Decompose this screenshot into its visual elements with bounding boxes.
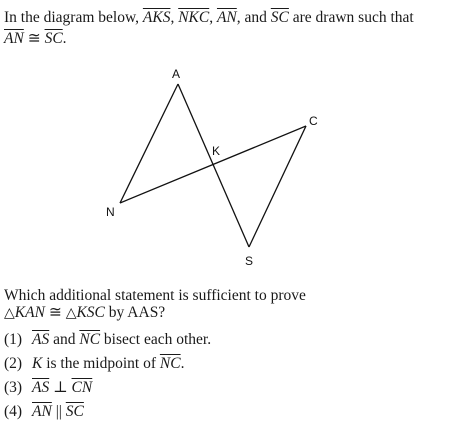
choice-number: (2) — [4, 355, 23, 372]
triangle-ksc: KSC — [76, 304, 105, 321]
choice-text: . — [180, 355, 185, 372]
question-line-2 — [4, 304, 165, 323]
choice-segment: $\overline{AN}$ — [32, 403, 52, 420]
question-by: by AAS? — [104, 304, 166, 321]
segment-nkc: $\overline{NKC}$ — [178, 9, 210, 26]
choice-segment: $\overline{AS}$ — [32, 379, 50, 396]
segment-line-sc — [249, 126, 306, 247]
choice-text: is the midpoint of — [42, 355, 160, 372]
segment-an-2: $\overline{AN}$ — [4, 30, 24, 47]
segment-an: $\overline{AN}$ — [216, 9, 237, 26]
label-c: C — [309, 114, 318, 128]
intro-period: . — [62, 30, 67, 47]
choice-4[interactable] — [4, 403, 84, 421]
choice-segment: $\overline{NC}$ — [159, 355, 181, 372]
intro-comma-2: , — [209, 9, 217, 26]
question-line-1 — [4, 287, 306, 305]
intro-and: , and — [236, 9, 271, 26]
choice-text: and — [49, 331, 80, 348]
segment-aks: $\overline{AKS}$ — [142, 9, 171, 26]
segment-line-an — [120, 84, 178, 203]
congruent-symbol: ≅ — [23, 30, 45, 47]
choice-number: (1) — [4, 331, 23, 348]
choice-text: bisect each other. — [100, 331, 212, 348]
choice-2[interactable] — [4, 355, 184, 373]
choice-variable: K — [32, 355, 43, 372]
triangle-symbol-2: △ — [65, 306, 77, 321]
question-text: Which additional statement is sufficient to prove — [4, 287, 306, 304]
question-congruent: ≅ — [44, 304, 66, 321]
intro-prefix: In the diagram below, — [4, 9, 143, 26]
triangle-symbol-1: △ — [4, 306, 15, 321]
label-k: K — [212, 144, 221, 158]
label-a: A — [172, 67, 181, 81]
intro-suffix: are drawn such that — [288, 9, 414, 26]
parallel-symbol: || — [51, 403, 66, 420]
label-n: N — [106, 205, 115, 219]
segment-line-as — [178, 84, 249, 247]
choice-number: (3) — [4, 379, 23, 396]
segment-sc: $\overline{SC}$ — [270, 9, 289, 26]
label-s: S — [245, 254, 254, 268]
choice-segment: $\overline{CN}$ — [71, 379, 93, 396]
segment-line-nc — [120, 126, 306, 203]
segment-sc-2: $\overline{SC}$ — [44, 30, 63, 47]
perpendicular-symbol: ⊥ — [49, 379, 72, 396]
intro-comma-1: , — [170, 9, 179, 26]
choice-3[interactable] — [4, 379, 92, 397]
choice-segment: $\overline{SC}$ — [65, 403, 84, 420]
choice-number: (4) — [4, 403, 23, 420]
choice-1[interactable] — [4, 331, 211, 349]
choice-segment: $\overline{NC}$ — [79, 331, 101, 348]
choice-segment: $\overline{AS}$ — [32, 331, 50, 348]
triangle-kan: KAN — [14, 304, 45, 321]
